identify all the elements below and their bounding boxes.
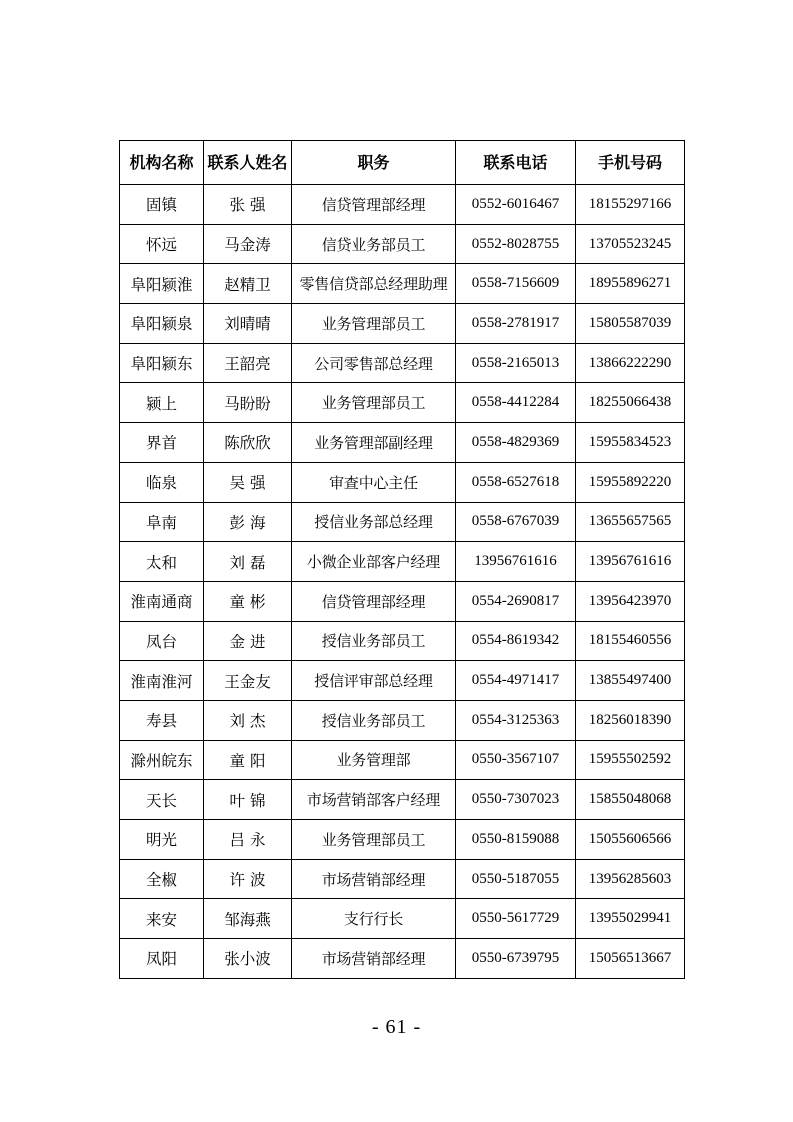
cell-phone: 0554-3125363 [456,700,576,740]
table-row [120,820,685,860]
cell-org: 阜阳颍淮 [120,264,204,304]
cell-title: 零售信贷部总经理助理 [292,264,456,304]
cell-org: 阜阳颍泉 [120,304,204,344]
contact-table [119,140,685,979]
cell-mobile: 18255066438 [576,383,685,423]
cell-org: 临泉 [120,462,204,502]
cell-contact: 童 阳 [204,740,292,780]
cell-phone: 0558-6527618 [456,462,576,502]
cell-mobile: 13655657565 [576,502,685,542]
table-row [120,899,685,939]
cell-contact: 吕 永 [204,820,292,860]
cell-mobile: 15056513667 [576,939,685,979]
cell-contact: 吴 强 [204,462,292,502]
cell-contact: 王金友 [204,661,292,701]
table-row [120,423,685,463]
cell-mobile: 13955029941 [576,899,685,939]
cell-org: 怀远 [120,224,204,264]
cell-contact: 叶 锦 [204,780,292,820]
cell-title: 信贷管理部经理 [292,581,456,621]
cell-contact: 童 彬 [204,581,292,621]
cell-contact: 张小波 [204,939,292,979]
cell-phone: 0550-7307023 [456,780,576,820]
cell-phone: 0558-2165013 [456,343,576,383]
cell-phone: 0558-4829369 [456,423,576,463]
cell-phone: 0554-2690817 [456,581,576,621]
cell-mobile: 15055606566 [576,820,685,860]
table-row [120,264,685,304]
cell-contact: 彭 海 [204,502,292,542]
cell-phone: 13956761616 [456,542,576,582]
table-row [120,304,685,344]
cell-title: 业务管理部员工 [292,304,456,344]
cell-org: 滁州皖东 [120,740,204,780]
table-row [120,343,685,383]
cell-title: 市场营销部经理 [292,859,456,899]
cell-title: 信贷业务部员工 [292,224,456,264]
cell-phone: 0550-3567107 [456,740,576,780]
table-row [120,661,685,701]
table-row [120,621,685,661]
cell-title: 市场营销部客户经理 [292,780,456,820]
cell-org: 阜阳颍东 [120,343,204,383]
cell-org: 淮南淮河 [120,661,204,701]
cell-mobile: 15955834523 [576,423,685,463]
cell-title: 业务管理部 [292,740,456,780]
cell-title: 授信评审部总经理 [292,661,456,701]
cell-title: 信贷管理部经理 [292,185,456,225]
table-row [120,581,685,621]
cell-mobile: 13956761616 [576,542,685,582]
cell-title: 业务管理部副经理 [292,423,456,463]
header-contact: 联系人姓名 [204,141,292,185]
table-row [120,700,685,740]
cell-org: 寿县 [120,700,204,740]
table-body [120,185,685,979]
cell-mobile: 15955892220 [576,462,685,502]
cell-phone: 0558-6767039 [456,502,576,542]
cell-phone: 0558-2781917 [456,304,576,344]
cell-mobile: 18256018390 [576,700,685,740]
cell-mobile: 13956423970 [576,581,685,621]
cell-phone: 0558-7156609 [456,264,576,304]
cell-mobile: 13705523245 [576,224,685,264]
header-phone: 联系电话 [456,141,576,185]
cell-contact: 马金涛 [204,224,292,264]
cell-mobile: 13866222290 [576,343,685,383]
cell-org: 明光 [120,820,204,860]
cell-contact: 邹海燕 [204,899,292,939]
header-mobile: 手机号码 [576,141,685,185]
cell-mobile: 18155297166 [576,185,685,225]
cell-org: 天长 [120,780,204,820]
cell-org: 来安 [120,899,204,939]
cell-mobile: 15855048068 [576,780,685,820]
cell-title: 审查中心主任 [292,462,456,502]
table-row [120,780,685,820]
table-row [120,740,685,780]
cell-contact: 马盼盼 [204,383,292,423]
header-title: 职务 [292,141,456,185]
cell-contact: 金 进 [204,621,292,661]
cell-phone: 0558-4412284 [456,383,576,423]
cell-org: 凤台 [120,621,204,661]
cell-org: 太和 [120,542,204,582]
cell-mobile: 18155460556 [576,621,685,661]
cell-contact: 许 波 [204,859,292,899]
table-row [120,185,685,225]
cell-title: 业务管理部员工 [292,820,456,860]
cell-contact: 赵精卫 [204,264,292,304]
cell-mobile: 13855497400 [576,661,685,701]
cell-mobile: 18955896271 [576,264,685,304]
page-number: - 61 - [371,1016,422,1038]
table-header-row [120,141,685,185]
cell-title: 授信业务部员工 [292,621,456,661]
cell-mobile: 15955502592 [576,740,685,780]
cell-phone: 0554-8619342 [456,621,576,661]
header-org: 机构名称 [120,141,204,185]
table-row [120,502,685,542]
cell-org: 界首 [120,423,204,463]
cell-phone: 0554-4971417 [456,661,576,701]
cell-contact: 张 强 [204,185,292,225]
cell-title: 公司零售部总经理 [292,343,456,383]
cell-mobile: 15805587039 [576,304,685,344]
cell-contact: 刘 磊 [204,542,292,582]
cell-contact: 陈欣欣 [204,423,292,463]
cell-phone: 0550-5617729 [456,899,576,939]
cell-phone: 0552-6016467 [456,185,576,225]
cell-org: 淮南通商 [120,581,204,621]
cell-title: 小微企业部客户经理 [292,542,456,582]
cell-contact: 刘 杰 [204,700,292,740]
cell-title: 业务管理部员工 [292,383,456,423]
cell-phone: 0550-6739795 [456,939,576,979]
cell-title: 授信业务部员工 [292,700,456,740]
cell-org: 固镇 [120,185,204,225]
cell-phone: 0552-8028755 [456,224,576,264]
table-row [120,224,685,264]
cell-org: 凤阳 [120,939,204,979]
cell-phone: 0550-5187055 [456,859,576,899]
cell-contact: 刘晴晴 [204,304,292,344]
cell-title: 授信业务部总经理 [292,502,456,542]
table-row [120,939,685,979]
cell-phone: 0550-8159088 [456,820,576,860]
cell-mobile: 13956285603 [576,859,685,899]
cell-org: 颍上 [120,383,204,423]
table-row [120,859,685,899]
cell-org: 全椒 [120,859,204,899]
table-row [120,462,685,502]
cell-title: 市场营销部经理 [292,939,456,979]
cell-org: 阜南 [120,502,204,542]
table-row [120,383,685,423]
table-row [120,542,685,582]
cell-title: 支行行长 [292,899,456,939]
cell-contact: 王韶亮 [204,343,292,383]
